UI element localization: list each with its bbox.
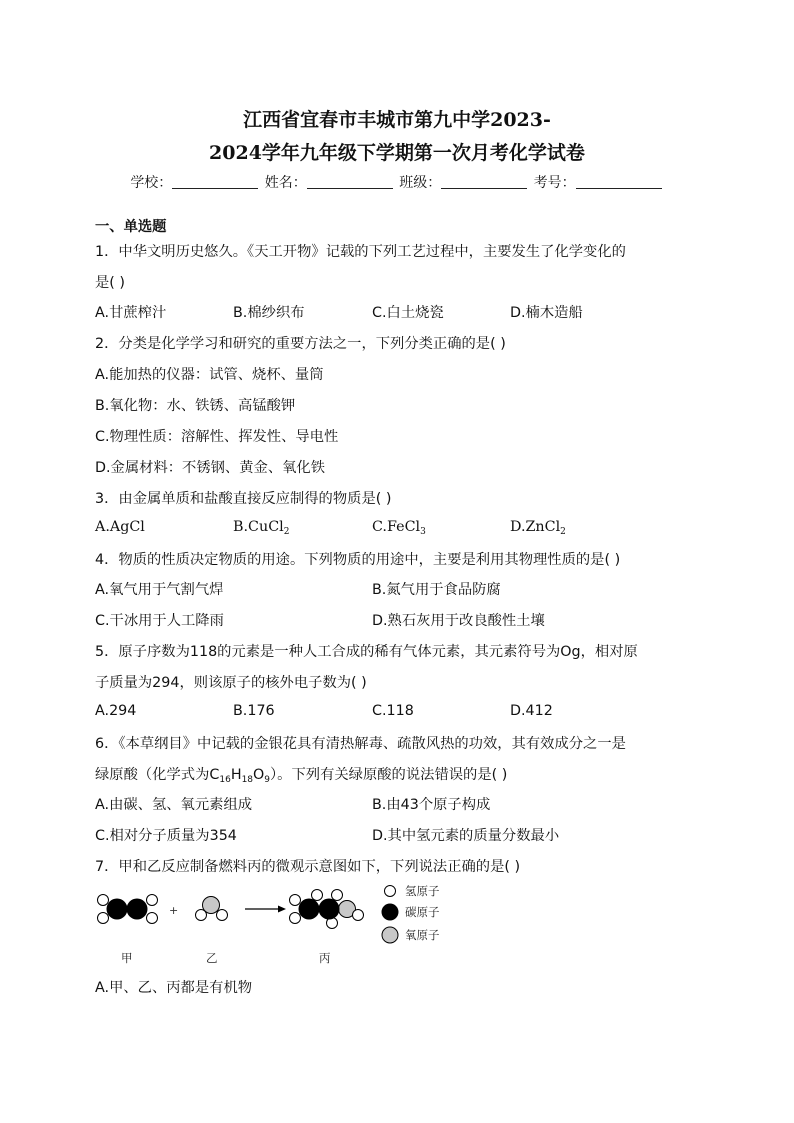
question-6-stem: 6．《本草纲目》中记载的金银花具有清热解毒、疏散风热的功效，其有效成分之一是	[95, 736, 626, 752]
molecule-jia	[98, 895, 158, 924]
exam-title-line2: 2024学年九年级下学期第一次月考化学试卷	[209, 142, 585, 164]
question-5-option-a[interactable]: A.294	[95, 703, 137, 719]
question-1-option-b[interactable]: B.棉纱织布	[233, 305, 305, 321]
q6-h-subscript: 18	[241, 775, 254, 785]
h-atom	[98, 913, 109, 924]
question-5-option-d[interactable]: D.412	[510, 703, 553, 719]
question-3-option-c[interactable]	[372, 519, 426, 537]
question-6-option-d[interactable]: D.其中氢元素的质量分数最小	[372, 828, 560, 844]
question-3-stem: 3．由金属单质和盐酸直接反应制得的物质是( )	[95, 491, 392, 507]
legend-h-label: 氢原子	[405, 884, 440, 898]
plus-sign: +	[169, 904, 179, 917]
q3-b-subscript: 2	[283, 527, 290, 537]
c-atom	[319, 899, 340, 920]
question-2-option-d[interactable]: D.金属材料：不锈钢、黄金、氧化铁	[95, 460, 326, 476]
question-5-option-c[interactable]: C.118	[372, 703, 414, 719]
q6-formula-prefix: 绿原酸（化学式为C	[95, 767, 220, 783]
legend-o-label: 氧原子	[405, 928, 440, 942]
question-7-stem: 7．甲和乙反应制备燃料丙的微观示意图如下，下列说法正确的是( )	[95, 859, 521, 875]
label-bing: 丙	[319, 951, 331, 965]
reaction-arrow	[245, 906, 286, 913]
question-4-option-b[interactable]: B.氮气用于食品防腐	[372, 582, 501, 598]
question-4-option-c[interactable]: C.干冰用于人工降雨	[95, 613, 224, 629]
q3-d-formula: D.ZnCl	[510, 519, 561, 535]
question-3-option-a[interactable]: A.AgCl	[95, 519, 145, 535]
legend-o-icon	[382, 927, 398, 943]
number-label: 考号：	[533, 175, 576, 191]
c-atom	[299, 899, 320, 920]
h-atom	[98, 895, 109, 906]
q3-c-formula: C.FeCl	[372, 519, 421, 535]
h-atom	[312, 890, 323, 901]
q3-c-subscript: 3	[420, 527, 426, 537]
q6-h-symbol: H	[230, 767, 242, 783]
reaction-diagram	[92, 880, 472, 970]
number-blank[interactable]	[576, 174, 662, 189]
question-4-stem: 4．物质的性质决定物质的用途。下列物质的用途中，主要是利用其物理性质的是( )	[95, 552, 621, 568]
question-5-option-b[interactable]: B.176	[233, 703, 275, 719]
molecule-yi	[196, 897, 228, 921]
question-1-stem: 1．中华文明历史悠久。《天工开物》记载的下列工艺过程中，主要发生了化学变化的	[95, 244, 626, 260]
question-1-option-d[interactable]: D.楠木造船	[510, 305, 583, 321]
question-4-option-a[interactable]: A.氧气用于气割气焊	[95, 582, 224, 598]
h-atom	[147, 913, 158, 924]
question-3-option-d[interactable]	[510, 519, 566, 537]
h-atom	[147, 895, 158, 906]
h-atom	[217, 910, 228, 921]
q6-o-symbol: O	[253, 767, 265, 783]
school-blank[interactable]	[172, 174, 258, 189]
question-6-option-c[interactable]: C.相对分子质量为354	[95, 828, 237, 844]
question-3-option-b[interactable]	[233, 519, 289, 537]
question-2-option-a[interactable]: A.能加热的仪器：试管、烧杯、量筒	[95, 367, 324, 383]
label-jia: 甲	[121, 951, 133, 965]
student-info-row	[0, 172, 794, 192]
exam-title-line1: 江西省宜春市丰城市第九中学2023-	[243, 109, 551, 131]
h-atom	[332, 890, 343, 901]
label-yi: 乙	[206, 951, 218, 965]
q6-o-subscript: 9	[264, 775, 271, 785]
h-atom	[290, 895, 301, 906]
question-1-option-a[interactable]: A.甘蔗榨汁	[95, 305, 167, 321]
q6-stem-suffix: ）。下列有关绿原酸的说法错误的是( )	[270, 767, 508, 783]
section-heading: 一、单选题	[95, 219, 167, 235]
question-6-option-b[interactable]: B.由43个原子构成	[372, 797, 491, 813]
question-2-option-b[interactable]: B.氧化物：水、铁锈、高锰酸钾	[95, 398, 296, 414]
question-6-option-a[interactable]: A.由碳、氢、氧元素组成	[95, 797, 253, 813]
h-atom	[353, 910, 364, 921]
legend-c-icon	[382, 904, 399, 921]
class-label: 班级：	[399, 175, 442, 191]
name-label: 姓名：	[264, 175, 307, 191]
q3-b-formula: B.CuCl	[233, 519, 284, 535]
school-label: 学校：	[130, 175, 173, 191]
q3-d-subscript: 2	[560, 527, 566, 537]
h-atom	[196, 910, 207, 921]
legend-h-icon	[385, 886, 396, 897]
q6-c-subscript: 16	[219, 775, 231, 785]
atom-legend	[382, 884, 440, 943]
question-2-stem: 2．分类是化学学习和研究的重要方法之一，下列分类正确的是( )	[95, 336, 506, 352]
class-blank[interactable]	[441, 174, 527, 189]
legend-c-label: 碳原子	[405, 905, 440, 919]
question-6-stem-cont	[95, 764, 507, 785]
question-4-option-d[interactable]: D.熟石灰用于改良酸性土壤	[372, 613, 545, 629]
name-blank[interactable]	[307, 174, 393, 189]
molecule-bing	[290, 890, 364, 929]
question-1-stem-cont: 是( )	[95, 275, 125, 291]
question-5-stem-cont: 子质量为294，则该原子的核外电子数为( )	[95, 675, 367, 691]
question-2-option-c[interactable]: C.物理性质：溶解性、挥发性、导电性	[95, 429, 339, 445]
c-atom	[127, 899, 148, 920]
question-5-stem: 5．原子序数为118的元素是一种人工合成的稀有气体元素，其元素符号为Og，相对原	[95, 644, 638, 660]
h-atom	[290, 913, 301, 924]
question-7-option-a[interactable]: A.甲、乙、丙都是有机物	[95, 980, 253, 996]
question-1-option-c[interactable]: C.白土烧瓷	[372, 305, 444, 321]
c-atom	[107, 899, 128, 920]
